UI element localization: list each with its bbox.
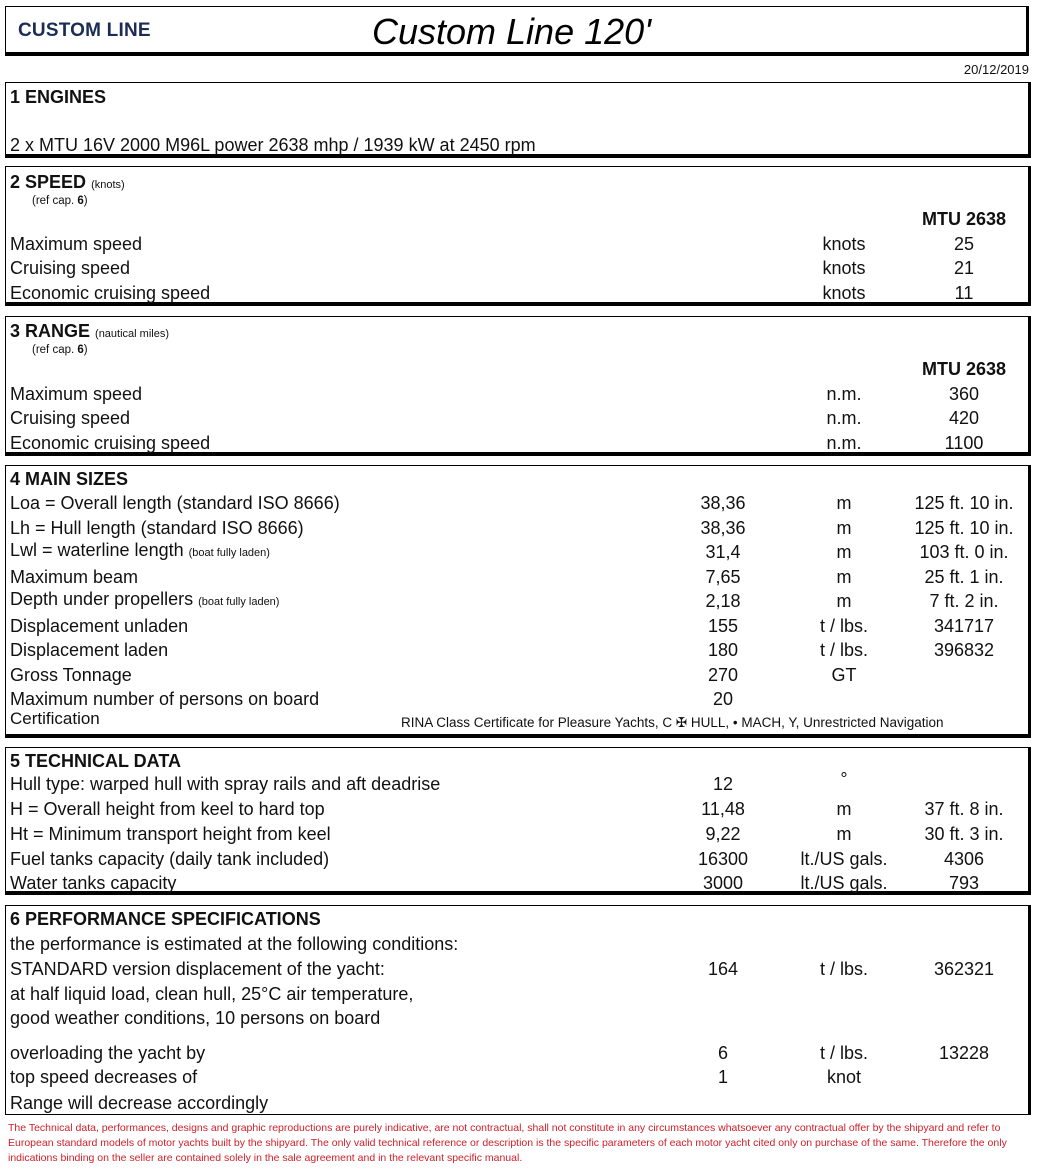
performance-condition-line: good weather conditions, 10 persons on board — [10, 1008, 381, 1028]
main-sizes-row-unit: m — [836, 493, 852, 513]
certification-text: RINA Class Certificate for Pleasure Yachts, C ✠ HULL, • MACH, Y, Unrestricted Navigation — [401, 715, 944, 730]
section-speed — [5, 166, 1031, 306]
main-sizes-row-unit: m — [836, 518, 852, 538]
brand-logo: CUSTOM LINE — [18, 20, 151, 41]
main-sizes-row-imperial: 341717 — [933, 616, 995, 636]
main-sizes-row-value: 38,36 — [700, 518, 746, 538]
main-sizes-row-note: (boat fully laden) — [198, 596, 280, 608]
technical-row-unit: m — [836, 824, 852, 844]
main-sizes-row-label-text: Lwl = waterline length — [10, 540, 184, 560]
range-ref-prefix: (ref cap. — [32, 344, 78, 356]
standard-displacement-imperial: 362321 — [933, 959, 995, 979]
section-range — [5, 316, 1031, 456]
technical-row-label: Fuel tanks capacity (daily tank included) — [10, 849, 330, 869]
main-sizes-row-imperial: 103 ft. 0 in. — [919, 542, 1009, 562]
technical-row-value: 3000 — [702, 873, 744, 893]
main-sizes-row-value: 31,4 — [705, 542, 741, 562]
topspeed-label: top speed decreases of — [10, 1067, 198, 1087]
main-sizes-row-imperial: 125 ft. 10 in. — [914, 518, 1014, 538]
main-sizes-row-note: (boat fully laden) — [188, 547, 270, 559]
technical-row-imperial: 4306 — [943, 849, 985, 869]
main-sizes-row-unit: m — [836, 591, 852, 611]
section-engines — [5, 82, 1031, 158]
technical-row-unit: ° — [840, 769, 848, 789]
main-sizes-row-value: 270 — [707, 665, 739, 685]
range-row-value: 420 — [948, 408, 980, 428]
technical-heading: 5 TECHNICAL DATA — [10, 751, 181, 771]
technical-row-value: 12 — [712, 774, 734, 794]
speed-row-label: Cruising speed — [10, 258, 131, 278]
technical-row-value: 9,22 — [705, 824, 741, 844]
standard-displacement-label: STANDARD version displacement of the yacht: — [10, 959, 385, 979]
technical-row-unit: lt./US gals. — [800, 873, 888, 893]
range-ref-num: 6 — [77, 344, 84, 356]
range-row-label: Maximum speed — [10, 384, 143, 404]
speed-row-unit: knots — [822, 234, 866, 254]
main-sizes-row-imperial: 396832 — [933, 640, 995, 660]
range-ref — [32, 339, 88, 361]
technical-row-label: Water tanks capacity — [10, 873, 177, 893]
main-sizes-row-imperial: 7 ft. 2 in. — [929, 591, 999, 611]
document-header — [5, 6, 1029, 56]
range-col-header: MTU 2638 — [921, 359, 1007, 379]
main-sizes-row-unit: m — [836, 567, 852, 587]
overload-imperial: 13228 — [938, 1043, 990, 1063]
technical-row-unit: lt./US gals. — [800, 849, 888, 869]
topspeed-value: 1 — [717, 1067, 729, 1087]
technical-row-label: Hull type: warped hull with spray rails and aft deadrise — [10, 774, 441, 794]
certification-label: Certification — [10, 709, 100, 728]
main-sizes-row-unit: t / lbs. — [819, 616, 869, 636]
speed-row-value: 11 — [954, 283, 974, 303]
legal-disclaimer: The Technical data, performances, designs and graphic reproductions are purely indicative, are not contractual, shall not constitute in any circumstances whatsoever any contractual offer by the shipyard and refer to European standard models of motor yachts built by the shipyard. The only valid technical reference or description is the specific parameters of each motor yacht cited only on purchase of the same. Therefore the only indications binding on the seller are contained solely in the sale agreement and in the relevant specific manual. — [8, 1122, 1007, 1164]
range-row-value: 1100 — [944, 433, 984, 453]
speed-ref-suffix: ) — [83, 195, 88, 207]
speed-row-value: 25 — [953, 234, 975, 254]
speed-col-header: MTU 2638 — [921, 209, 1007, 229]
main-sizes-row-label: Loa = Overall length (standard ISO 8666) — [10, 493, 340, 513]
range-row-value: 360 — [948, 384, 980, 404]
speed-row-label: Maximum speed — [10, 234, 143, 254]
main-sizes-row-label: Gross Tonnage — [10, 665, 132, 685]
range-ref-suffix: ) — [83, 344, 88, 356]
section-performance — [5, 905, 1031, 1115]
main-sizes-row-label: Displacement unladen — [10, 616, 189, 636]
page-title: Custom Line 120' — [372, 11, 652, 52]
technical-row-imperial: 37 ft. 8 in. — [924, 799, 1004, 819]
main-sizes-row-imperial: 25 ft. 1 in. — [924, 567, 1004, 587]
main-sizes-row-label-text: Depth under propellers — [10, 589, 194, 609]
technical-row-label: H = Overall height from keel to hard top — [10, 799, 325, 819]
main-sizes-row-label — [10, 539, 270, 564]
speed-row-unit: knots — [822, 258, 866, 278]
range-unit-note: (nautical miles) — [95, 328, 169, 340]
engines-heading: 1 ENGINES — [10, 87, 107, 107]
performance-heading: 6 PERFORMANCE SPECIFICATIONS — [10, 909, 321, 929]
speed-ref-num: 6 — [77, 195, 84, 207]
speed-ref-prefix: (ref cap. — [32, 195, 78, 207]
performance-condition-line: at half liquid load, clean hull, 25°C air temperature, — [10, 984, 414, 1004]
speed-unit-note: (knots) — [91, 179, 125, 191]
main-sizes-row-value: 2,18 — [705, 591, 741, 611]
section-main-sizes — [5, 465, 1031, 738]
overload-label: overloading the yacht by — [10, 1043, 206, 1063]
document-date: 20/12/2019 — [963, 62, 1029, 77]
main-sizes-row-label: Displacement laden — [10, 640, 169, 660]
main-sizes-row-unit: GT — [831, 665, 857, 685]
range-row-label: Cruising speed — [10, 408, 131, 428]
main-sizes-row-value: 180 — [707, 640, 739, 660]
range-row-label: Economic cruising speed — [10, 433, 211, 453]
main-sizes-row-label: Maximum beam — [10, 567, 139, 587]
technical-row-imperial: 30 ft. 3 in. — [924, 824, 1004, 844]
overload-unit: t / lbs. — [819, 1043, 869, 1063]
section-technical-data — [5, 747, 1031, 895]
main-sizes-row-value: 155 — [707, 616, 739, 636]
speed-row-label: Economic cruising speed — [10, 283, 211, 303]
speed-row-unit: knots — [822, 283, 866, 303]
engines-text: 2 x MTU 16V 2000 M96L power 2638 mhp / 1939 kW at 2450 rpm — [10, 135, 536, 155]
topspeed-unit: knot — [826, 1067, 862, 1087]
technical-row-imperial: 793 — [948, 873, 980, 893]
main-sizes-heading: 4 MAIN SIZES — [10, 469, 129, 489]
main-sizes-row-label — [10, 588, 279, 613]
main-sizes-row-value: 38,36 — [700, 493, 746, 513]
main-sizes-row-unit: t / lbs. — [819, 640, 869, 660]
main-sizes-row-value: 7,65 — [705, 567, 741, 587]
range-row-unit: n.m. — [826, 384, 862, 404]
range-heading-text: 3 RANGE — [10, 321, 91, 341]
main-sizes-row-label: Maximum number of persons on board — [10, 689, 320, 709]
technical-row-value: 16300 — [697, 849, 749, 869]
main-sizes-row-imperial: 125 ft. 10 in. — [914, 493, 1014, 513]
standard-displacement-unit: t / lbs. — [819, 959, 869, 979]
technical-row-unit: m — [836, 799, 852, 819]
overload-value: 6 — [717, 1043, 729, 1063]
speed-heading-text: 2 SPEED — [10, 172, 87, 192]
standard-displacement-value: 164 — [707, 959, 739, 979]
main-sizes-row-value: 20 — [712, 689, 734, 709]
range-decrease-note: Range will decrease accordingly — [10, 1093, 269, 1113]
range-row-unit: n.m. — [826, 433, 862, 453]
main-sizes-row-label: Lh = Hull length (standard ISO 8666) — [10, 518, 304, 538]
main-sizes-row-unit: m — [836, 542, 852, 562]
speed-ref — [32, 190, 88, 212]
speed-row-value: 21 — [953, 258, 975, 278]
range-row-unit: n.m. — [826, 408, 862, 428]
technical-row-value: 11,48 — [701, 799, 745, 819]
performance-conditions: the performance is estimated at the following conditions: — [10, 934, 459, 954]
technical-row-label: Ht = Minimum transport height from keel — [10, 824, 331, 844]
